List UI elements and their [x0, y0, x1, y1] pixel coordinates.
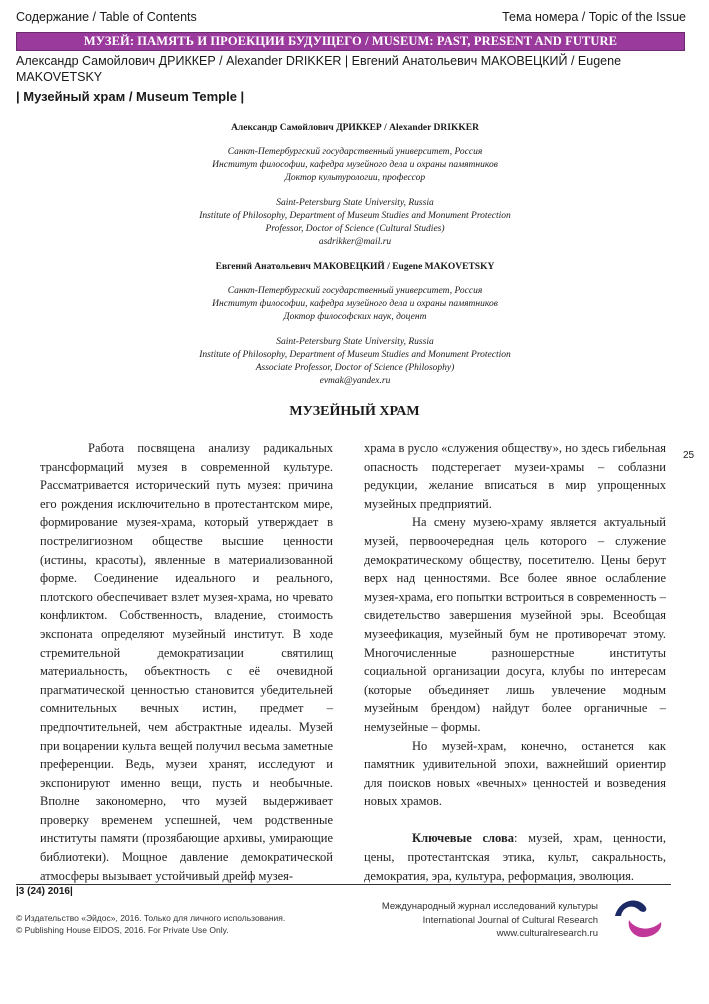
- author-name: Александр Самойлович ДРИККЕР / Alexander DRIKKER: [231, 123, 479, 133]
- affiliation-ru: [100, 285, 610, 323]
- abstract-paragraph: Но музей-храм, конечно, останется как памятник удивительной эпохи, важнейший ориентир для поисков новых «вечных» ценностей и возведения новых храмов.: [364, 738, 666, 809]
- affiliation-line: Institute of Philosophy, Department of Museum Studies and Monument Protection: [199, 211, 511, 222]
- header-topic: Тема номера / Topic of the Issue: [502, 10, 686, 24]
- affiliation-en: [100, 336, 610, 387]
- copyright: [16, 912, 285, 936]
- page-number: 25: [683, 450, 695, 461]
- footer-divider: [16, 884, 671, 885]
- journal-url-link[interactable]: www.culturalresearch.ru: [496, 928, 598, 939]
- affiliation-line: Институт философии, кафедра музейного дела и охраны памятников: [212, 159, 498, 170]
- author-email-link[interactable]: evmak@yandex.ru: [319, 375, 391, 386]
- journal-name-ru: Международный журнал исследований культуры: [381, 901, 598, 912]
- affiliation-line: Санкт-Петербургский государственный университет, Россия: [227, 147, 483, 157]
- section-title: | Музейный храм / Museum Temple |: [16, 89, 245, 104]
- affiliation-line: Associate Professor, Doctor of Science (Philosophy): [255, 362, 455, 373]
- author-block-1: [100, 123, 610, 249]
- journal-info: [382, 900, 598, 941]
- keywords-text: : музей, храм, ценности, цены, протестантская этика, культ, сакральность, демократия, эра, культура, реформация, эволюция.: [364, 831, 666, 883]
- affiliation-ru: [100, 146, 610, 184]
- journal-logo-icon: [613, 896, 665, 938]
- copyright-line: © Издательство «Эйдос», 2016. Только для личного использования.: [16, 913, 286, 923]
- affiliation-line: Доктор культурологии, профессор: [284, 172, 426, 183]
- journal-name-en: International Journal of Cultural Research: [422, 914, 598, 926]
- abstract-right-column: [364, 439, 666, 885]
- header-contents-link[interactable]: Содержание / Table of Contents: [16, 10, 197, 24]
- author-name: Евгений Анатольевич МАКОВЕЦКИЙ / Eugene MAKOVETSKY: [215, 262, 495, 272]
- copyright-line: © Publishing House EIDOS, 2016. For Private Use Only.: [16, 925, 229, 935]
- abstract-left-column: [40, 439, 333, 885]
- abstract-paragraph: На смену музею-храму является актуальный музей, первоочередная цель которого – служение демократическому обществу, посетителю. Цены берут верх над ценностями. Все более явное ослабление музея-храма, его попытки встроиться в современность – свидетельство завершения музейной эры. Всеобщая музеефикация, музейный бум не противоречат этому. Многочисленные разношерстные институты социальной организации досуга, клубы по интересам (которые объединяет лишь увлечение модным музейным брендом) найдут более органичные – немузейные – формы.: [364, 515, 666, 734]
- issue-banner: МУЗЕЙ: ПАМЯТЬ И ПРОЕКЦИИ БУДУЩЕГО / MUSEUM: PAST, PRESENT AND FUTURE: [16, 32, 685, 51]
- issue-number: |3 (24) 2016|: [16, 886, 73, 897]
- affiliation-line: Доктор философских наук, доцент: [283, 311, 427, 322]
- abstract-paragraph: Работа посвящена анализу радикальных трансформаций музея в современной культуре. Рассматривается исторический путь музея: причина его рождения исключительно в протестантском мире, формирование музея-храма, который утверждает в пострелигиозном обществе высшие ценности (истины, красоты), явленные в материализованной форме. Соединение идеального и реального, плотского обеспечивает взлет музея-храма, но чревато конфликтом. Собственность, владение, стоимость экспоната определяют музейный институт. В ходе стремительной демократизации святилищ материальность, объектность с её очевидной прагматической ценностью становится убедительней сомнительных вечных истин, предмет – предпочтительней, чем абстрактные идеалы. Музей при воцарении культа вещей получил весьма заметные преференции. Ведь, музеи хранят, исследуют и экспонируют именно вещи, пусть и необычные. Вполне закономерно, что музей выдерживает проверку временем успешней, чем родственные институты памяти (прозябающие архивы, умирающие библиотеки). Мощное давление демократической атмосферы вызывает устойчивый дрейф музея-: [40, 441, 333, 883]
- author-block-2: [100, 262, 610, 388]
- author-email-link[interactable]: asdrikker@mail.ru: [318, 236, 392, 247]
- keywords-label: Ключевые слова: [412, 831, 514, 846]
- article-title: МУЗЕЙНЫЙ ХРАМ: [289, 404, 420, 419]
- affiliation-line: Professor, Doctor of Science (Cultural Studies): [265, 223, 445, 234]
- affiliation-line: Institute of Philosophy, Department of Museum Studies and Monument Protection: [199, 350, 511, 361]
- affiliation-line: Институт философии, кафедра музейного дела и охраны памятников: [212, 298, 498, 309]
- affiliation-en: [100, 197, 610, 248]
- affiliation-line: Saint-Petersburg State University, Russia: [276, 337, 434, 348]
- affiliation-line: Saint-Petersburg State University, Russia: [276, 198, 434, 209]
- keywords: [364, 829, 666, 885]
- authors-line: Александр Самойлович ДРИККЕР / Alexander DRIKKER | Евгений Анатольевич МАКОВЕЦКИЙ / Eugene MAKOVETSKY: [16, 54, 622, 84]
- affiliation-line: Санкт-Петербургский государственный университет, Россия: [227, 286, 483, 296]
- abstract-paragraph: храма в русло «служения обществу», но здесь гибельная опасность подстерегает музеи-храмы – соблазни редукции, желание вписаться в мир упрощенных музейных предприятий.: [364, 441, 666, 511]
